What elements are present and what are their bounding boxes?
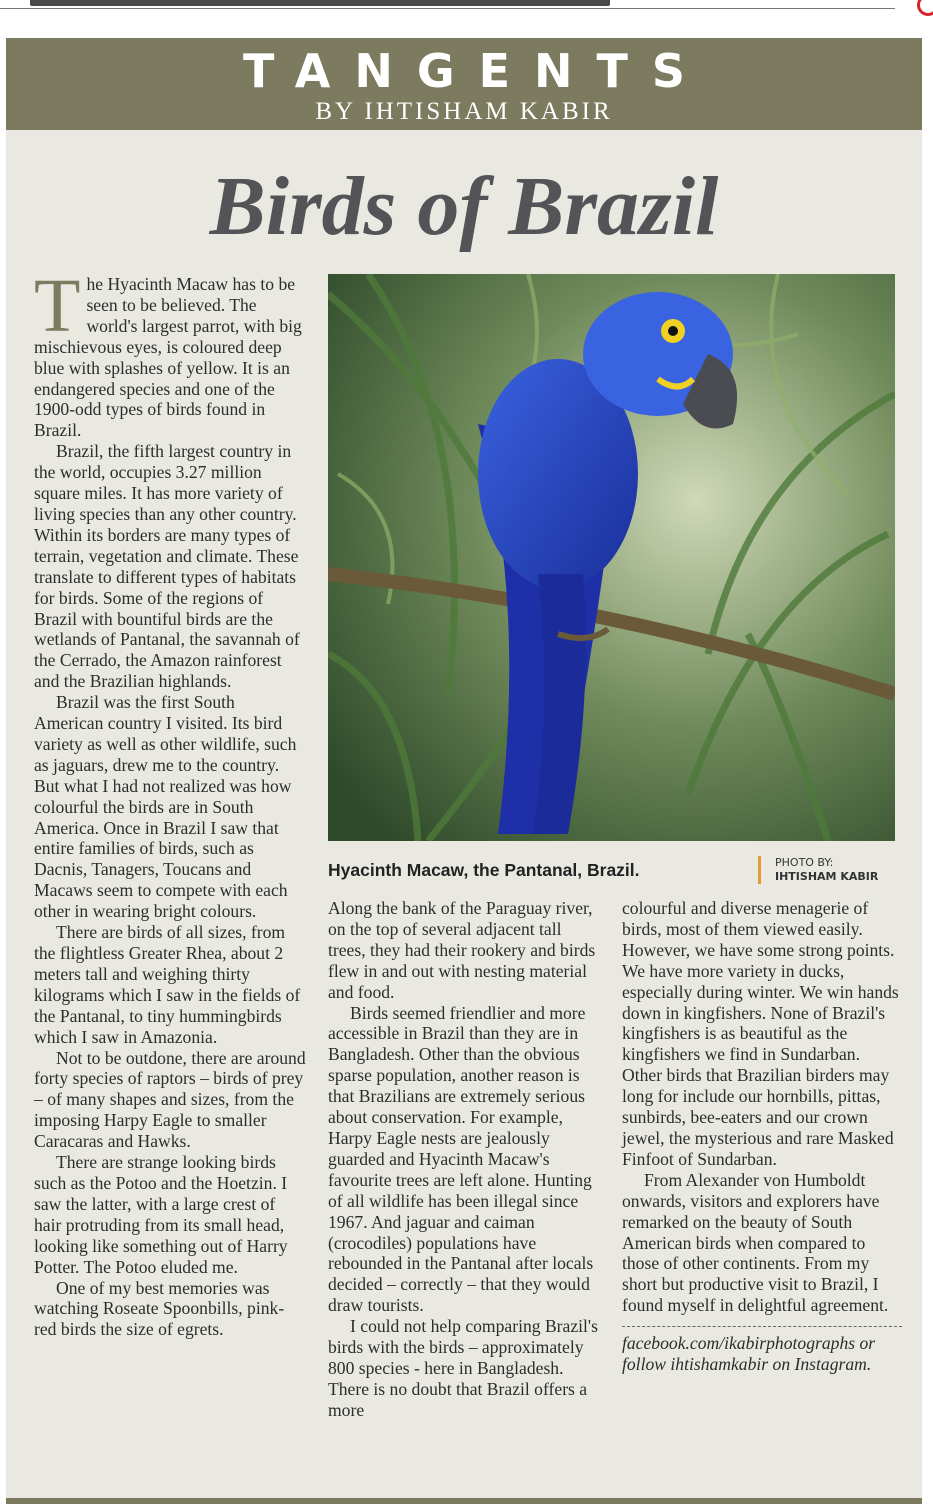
paragraph: There are strange looking birds such as the Potoo and the Hoetzin. I saw the latter, with a large crest of hair protruding from its small head, looking like something out of Harry Potter. The Potoo eluded me. [34, 1152, 288, 1277]
article-column-2 [328, 898, 603, 1421]
paragraph: Birds seemed friendlier and more accessible in Brazil than they are in Bangladesh. Other than the obvious sparse population, another reason is that Brazilians are extremely serious about conservation. For example, Harpy Eagle nests are jealously guarded and Hyacinth Macaw's favourite trees are left alone. Hunting of all wildlife has been illegal since 1967. And jaguar and caiman (crocodiles) populations have rebounded in the Pantanal after locals decided – correctly – that they would draw tourists. [328, 1002, 594, 1316]
paragraph: The Hyacinth Macaw has to be seen to be believed. The world's largest parrot, with big mischievous eyes, is coloured deep blue with splashes of yellow. It is an endangered species and one of the 1900-odd types of birds found in Brazil. [34, 264, 302, 441]
paragraph: colourful and diverse menagerie of birds, most of them viewed easily. However, we have some strong points. We have more variety in ducks, especially during winter. We win hands down in kingfishers. None of Brazil's kingfishers is as beautiful as the kingfishers we find in Sundarban. Other birds that Brazilian birders may long for include our hornbills, pittas, sunbirds, bee-eaters and our crown jewel, the mysterious and rare Masked Finfoot of Sundarban. [622, 898, 899, 1169]
drop-cap: T [34, 264, 81, 348]
photo-credit-label: PHOTO BY: [775, 856, 834, 869]
page-edge-logo-icon [917, 0, 933, 16]
photo-caption: Hyacinth Macaw, the Pantanal, Brazil. [328, 860, 640, 880]
previous-page-strip [0, 0, 933, 10]
paragraph: There are birds of all sizes, from the flightless Greater Rhea, about 2 meters tall and weighing thirty kilograms which I saw in the fields of the Pantanal, to tiny hummingbirds which I saw in Amazonia. [34, 922, 301, 1047]
column-byline: BY IHTISHAM KABIR [315, 98, 613, 125]
article-column-1 [34, 264, 306, 1340]
footer-divider [622, 1326, 902, 1327]
article-column-3 [622, 898, 902, 1375]
photo-credit [758, 856, 878, 884]
column-banner [6, 38, 922, 130]
paragraph: Not to be outdone, there are around forty species of raptors – birds of prey – of many shapes and sizes, from the imposing Harpy Eagle to smaller Caracaras and Hawks. [34, 1047, 306, 1152]
column-title: TANGENTS [242, 44, 710, 98]
header-rule [0, 8, 895, 9]
paragraph: From Alexander von Humboldt onwards, visitors and explorers have remarked on the beauty of South American birds when compared to those of other continents. From my short but productive visit to Brazil, I found myself in delightful agreement. [622, 1169, 889, 1316]
paragraph: Brazil was the first South American country I visited. Its bird variety as well as other wildlife, such as jaguars, drew me to the country. But what I had not realized was how colourful the birds are in South America. Once in Brazil I saw that entire families of birds, such as Dacnis, Tanagers, Toucans and Macaws seem to compete with each other in wearing bright colours. [34, 692, 297, 922]
paragraph: One of my best memories was watching Roseate Spoonbills, pink-red birds the size of egrets. [34, 1277, 285, 1340]
paragraph: Brazil, the fifth largest country in the world, occupies 3.27 million square miles. It has more variety of living species than any other country. Within its borders are many types of terrain, vegetation and climate. These translate to different types of habitats for birds. Some of the regions of Brazil with bountiful birds are the wetlands of Pantanal, the savannah of the Cerrado, the Amazon rainforest and the Brazilian highlands. [34, 441, 300, 692]
macaw-photo [328, 274, 895, 841]
paragraph: Along the bank of the Paraguay river, on the top of several adjacent tall trees, they had their rookery and birds flew in and out with nesting material and food. [328, 898, 596, 1002]
social-media-note: facebook.com/ikabirphotographs or follow ihtishamkabir on Instagram. [622, 1333, 876, 1375]
photo-credit-name: IHTISHAM KABIR [775, 870, 879, 883]
paragraph: I could not help comparing Brazil's birds with the birds – approximately 800 species - here in Bangladesh. There is no doubt that Brazil offers a more [328, 1316, 598, 1420]
article-page [6, 38, 922, 1498]
bottom-rule [6, 1498, 922, 1504]
cut-off-header-text [30, 0, 610, 6]
article-headline: Birds of Brazil [209, 160, 719, 253]
